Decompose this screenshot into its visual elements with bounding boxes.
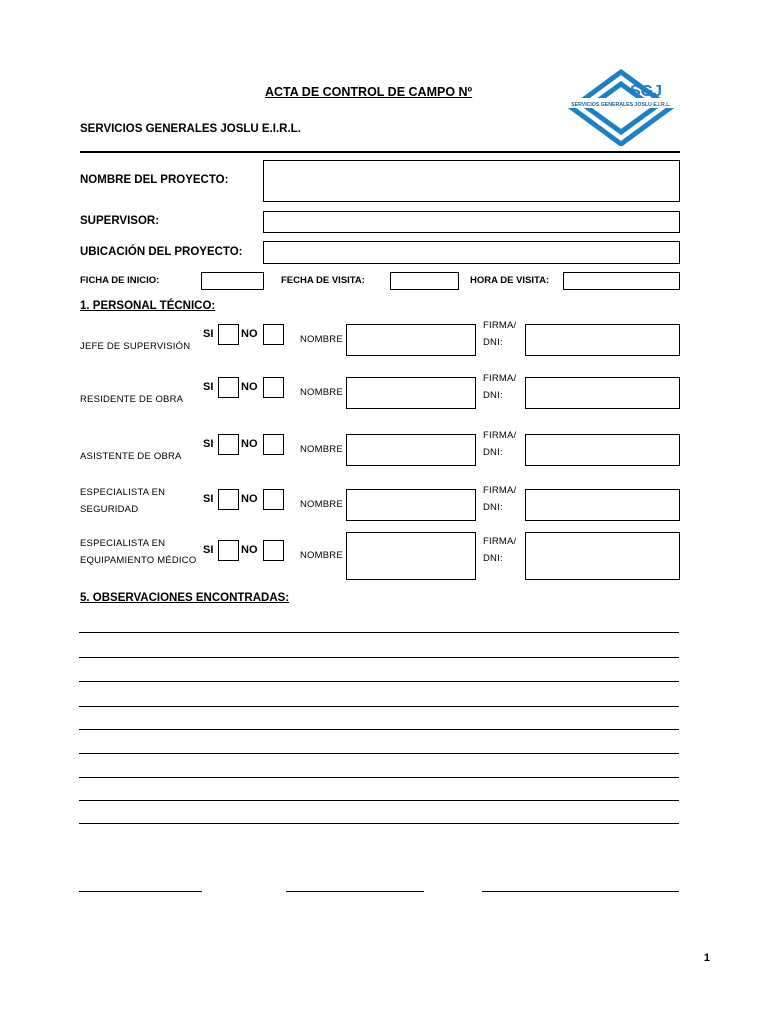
page-number: 1 bbox=[703, 952, 710, 964]
observation-line[interactable] bbox=[79, 753, 679, 754]
observation-line[interactable] bbox=[79, 632, 679, 633]
svg-text:SERVICIOS GENERALES JOSLU E.I.: SERVICIOS GENERALES JOSLU E.I.R.L. bbox=[571, 102, 671, 108]
no-label: NO bbox=[241, 493, 258, 505]
signature-line-2[interactable] bbox=[286, 891, 424, 892]
role-label-line1: ESPECIALISTA EN bbox=[80, 538, 166, 549]
firma-dni-field[interactable] bbox=[525, 489, 680, 521]
nombre-label: NOMBRE bbox=[300, 444, 343, 455]
nombre-label: NOMBRE bbox=[300, 550, 343, 561]
si-checkbox[interactable] bbox=[218, 489, 239, 510]
document-title: ACTA DE CONTROL DE CAMPO Nº bbox=[265, 85, 473, 99]
firma-label: FIRMA/ bbox=[483, 373, 517, 384]
dni-label: DNI: bbox=[483, 502, 503, 513]
si-checkbox[interactable] bbox=[218, 324, 239, 345]
dni-label: DNI: bbox=[483, 337, 503, 348]
observation-line[interactable] bbox=[79, 706, 679, 707]
role-label-line1: ESPECIALISTA EN bbox=[80, 487, 166, 498]
signature-line-3[interactable] bbox=[482, 891, 679, 892]
visit-time-field[interactable] bbox=[563, 272, 680, 290]
dni-label: DNI: bbox=[483, 447, 503, 458]
dni-label: DNI: bbox=[483, 553, 503, 564]
visit-date-label: FECHA DE VISITA: bbox=[281, 275, 365, 286]
si-label: SI bbox=[203, 438, 214, 450]
company-logo bbox=[566, 68, 676, 146]
company-name: SERVICIOS GENERALES JOSLU E.I.R.L. bbox=[80, 123, 301, 135]
nombre-label: NOMBRE bbox=[300, 387, 343, 398]
firma-dni-field[interactable] bbox=[525, 324, 680, 356]
si-checkbox[interactable] bbox=[218, 540, 239, 561]
visit-time-label: HORA DE VISITA: bbox=[470, 275, 550, 286]
nombre-field[interactable] bbox=[346, 532, 476, 580]
no-label: NO bbox=[241, 328, 258, 340]
nombre-field[interactable] bbox=[346, 324, 476, 356]
nombre-label: NOMBRE bbox=[300, 334, 343, 345]
header-divider bbox=[80, 151, 680, 153]
no-label: NO bbox=[241, 438, 258, 450]
firma-dni-field[interactable] bbox=[525, 377, 680, 409]
signature-line-1[interactable] bbox=[79, 891, 202, 892]
role-label: SEGURIDAD bbox=[80, 504, 139, 515]
nombre-field[interactable] bbox=[346, 489, 476, 521]
no-checkbox[interactable] bbox=[263, 540, 284, 561]
no-checkbox[interactable] bbox=[263, 324, 284, 345]
no-checkbox[interactable] bbox=[263, 434, 284, 455]
role-label: EQUIPAMIENTO MÉDICO bbox=[80, 555, 197, 566]
observation-line[interactable] bbox=[79, 681, 679, 682]
start-date-field[interactable] bbox=[201, 272, 264, 290]
observation-line[interactable] bbox=[79, 729, 679, 730]
visit-date-field[interactable] bbox=[390, 272, 459, 290]
observation-line[interactable] bbox=[79, 777, 679, 778]
firma-label: FIRMA/ bbox=[483, 485, 517, 496]
nombre-field[interactable] bbox=[346, 377, 476, 409]
nombre-field[interactable] bbox=[346, 434, 476, 466]
observation-line[interactable] bbox=[79, 657, 679, 658]
firma-label: FIRMA/ bbox=[483, 430, 517, 441]
si-label: SI bbox=[203, 381, 214, 393]
observation-line[interactable] bbox=[79, 823, 679, 824]
role-label: ASISTENTE DE OBRA bbox=[80, 451, 182, 462]
no-label: NO bbox=[241, 544, 258, 556]
logo-letters: SGJ bbox=[629, 83, 663, 100]
no-checkbox[interactable] bbox=[263, 377, 284, 398]
si-label: SI bbox=[203, 544, 214, 556]
project-name-field[interactable] bbox=[263, 160, 680, 202]
role-label: JEFE DE SUPERVISIÓN bbox=[80, 341, 191, 352]
supervisor-label: SUPERVISOR: bbox=[80, 215, 160, 227]
si-checkbox[interactable] bbox=[218, 377, 239, 398]
location-field[interactable] bbox=[263, 241, 680, 264]
nombre-label: NOMBRE bbox=[300, 499, 343, 510]
observations-heading: 5. OBSERVACIONES ENCONTRADAS: bbox=[80, 592, 290, 604]
firma-label: FIRMA/ bbox=[483, 536, 517, 547]
role-label: RESIDENTE DE OBRA bbox=[80, 394, 184, 405]
si-label: SI bbox=[203, 328, 214, 340]
no-label: NO bbox=[241, 381, 258, 393]
firma-label: FIRMA/ bbox=[483, 320, 517, 331]
observation-line[interactable] bbox=[79, 800, 679, 801]
start-date-label: FICHA DE INICIO: bbox=[80, 275, 160, 286]
project-name-label: NOMBRE DEL PROYECTO: bbox=[80, 174, 229, 186]
supervisor-field[interactable] bbox=[263, 211, 680, 233]
no-checkbox[interactable] bbox=[263, 489, 284, 510]
location-label: UBICACIÓN DEL PROYECTO: bbox=[80, 246, 243, 258]
firma-dni-field[interactable] bbox=[525, 532, 680, 580]
personnel-heading: 1. PERSONAL TÉCNICO: bbox=[80, 300, 216, 312]
firma-dni-field[interactable] bbox=[525, 434, 680, 466]
dni-label: DNI: bbox=[483, 390, 503, 401]
si-label: SI bbox=[203, 493, 214, 505]
si-checkbox[interactable] bbox=[218, 434, 239, 455]
